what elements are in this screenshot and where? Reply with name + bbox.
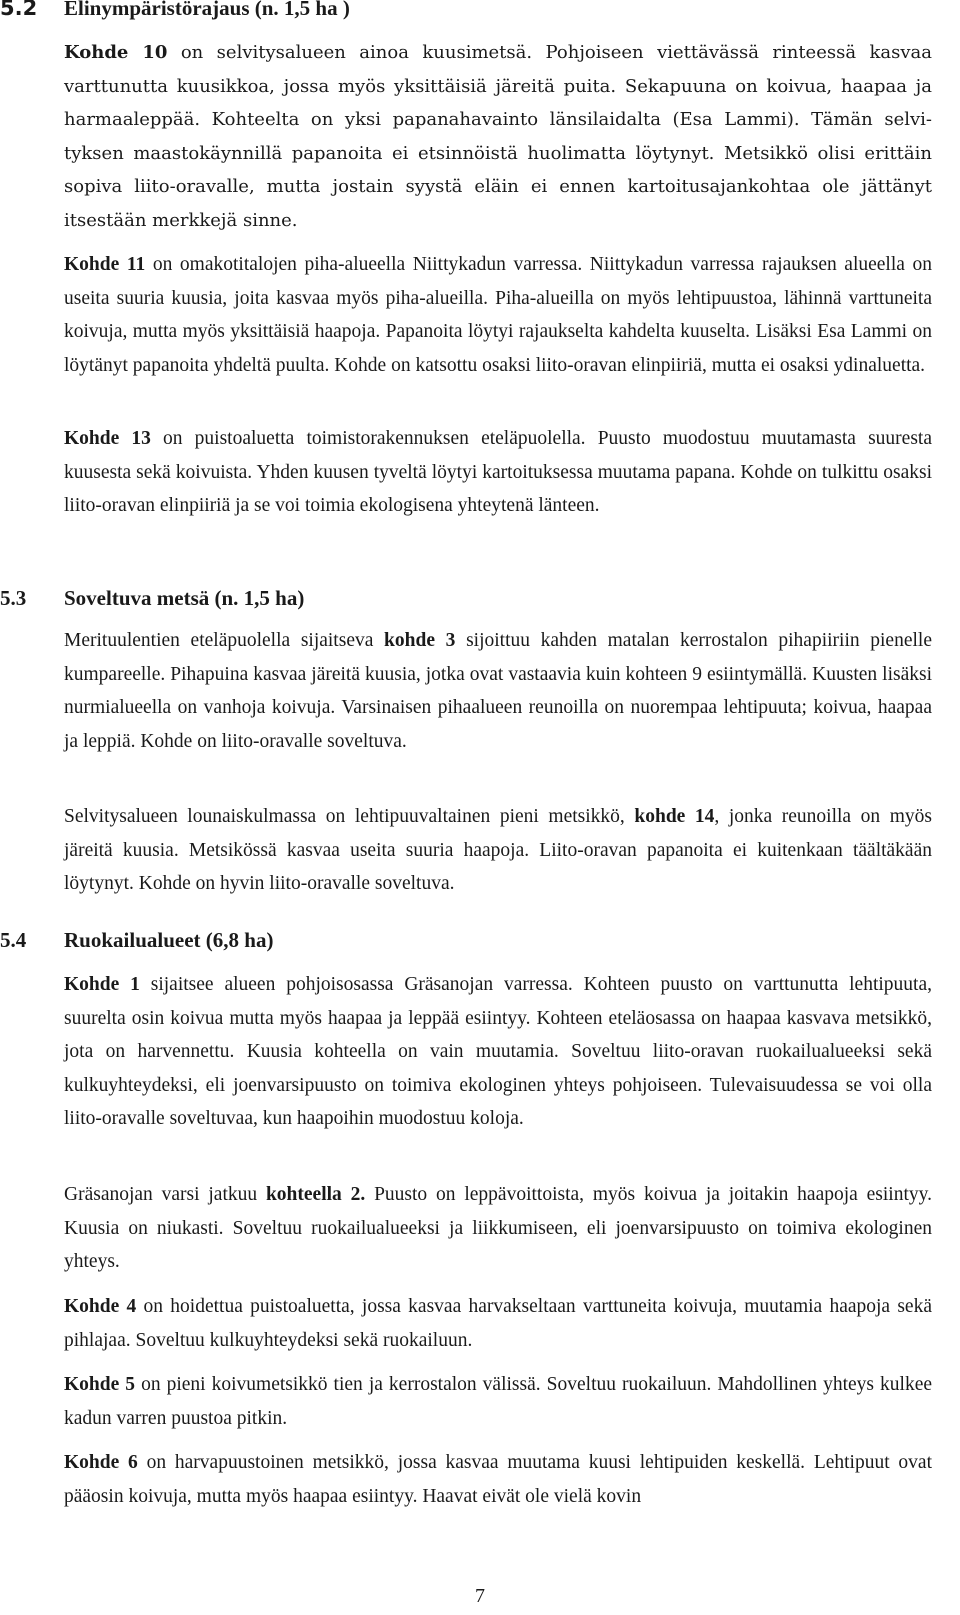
paragraph-text-post: sijoittuu kahden matalan kerrostalon pihapiiriin pienelle kumpareelle. Pihapuina kasvaa järeitä kuusia, jotka ovat vastaavia kuin kohteen 9 esiintymällä. Kuusten lisäksi nurmialueella on vanhoja koivuja. Varsinaisen pihaalueen reunoilla on nuorempaa lehtipuuta; koivua, haapaa ja leppiä. Kohde on liito-oravalle soveltuva.	[64, 630, 932, 752]
section-title: Elinympäristörajaus (n. 1,5 ha )	[64, 0, 350, 20]
paragraph-text: on omakotitalojen piha-alueella Niittykadun varressa. Niittykadun varressa rajauksen alueella on useita suuria kuusia, joita kasvaa myös piha-alueilla. Piha-alueilla on myös lehtipuustoa, lähinnä varttuneita koivuja, mutta myös yksittäisiä haapoja. Papanoita löytyi rajaukselta kahdelta kuuselta. Lisäksi Esa Lammi on löytänyt papanoita yhdeltä puulta. Kohde on katsottu osaksi liito-oravan elinpiiriä, mutta ei osaksi ydinaluetta.	[64, 254, 932, 376]
section-title: Ruokailualueet (6,8 ha)	[64, 928, 274, 952]
paragraph-kohde-11	[64, 248, 932, 382]
section-number: 5.3	[0, 586, 27, 610]
paragraph-bold: kohde 14	[634, 806, 715, 827]
paragraph-text-post: Puusto on leppävoittoista, myös koivua ja joitakin haapoja esiintyy. Kuusia on niukasti. Soveltuu ruokailualueeksi ja liikkumiseen, eli joenvarsipuusto on toimiva ekologinen yhteys.	[64, 1184, 932, 1273]
paragraph-kohde-4	[64, 1290, 932, 1357]
paragraph-lead: Kohde 13	[64, 428, 151, 449]
paragraph-lead: Kohde 4	[64, 1296, 137, 1317]
paragraph-kohde-10	[64, 36, 932, 238]
page-number: 7	[475, 1585, 485, 1607]
paragraph-lead: Kohde 1	[64, 974, 140, 995]
paragraph-lead: Kohde 6	[64, 1452, 138, 1473]
paragraph-kohde-14	[64, 800, 932, 901]
paragraph-lead: Kohde 11	[64, 254, 146, 275]
paragraph-lead: Kohde 10	[64, 42, 168, 63]
paragraph-text: on pieni koivumetsikkö tien ja kerrostalon välissä. Soveltuu ruokailuun. Mahdollinen yhteys kulkee kadun varren puustoa pitkin.	[64, 1374, 933, 1429]
paragraph-text: on puistoaluetta toimistorakennuksen eteläpuolella. Puusto muodostuu muutamasta suuresta kuusesta sekä koivuista. Yhden kuusen tyveltä löytyi kartoituksessa muutama papana. Kohde on tulkittu osaksi liito-oravan elinpiiriä ja se voi toimia ekologisena yhteytenä länteen.	[64, 428, 932, 517]
paragraph-kohde-3	[64, 624, 932, 758]
section-number: 5.4	[0, 928, 27, 952]
paragraph-kohde-6	[64, 1446, 932, 1513]
section-number: 5.2	[0, 0, 38, 20]
paragraph-kohde-1	[64, 968, 932, 1136]
paragraph-text-pre: Merituulentien eteläpuolella sijaitseva	[64, 630, 385, 651]
paragraph-text: sijaitsee alueen pohjoisosassa Gräsanojan varressa. Kohteen puusto on varttunutta lehtipuuta, suurelta osin koivua mutta myös haapaa ja leppää esiintyy. Kohteen eteläosassa on haapaa kasvava metsikkö, jota on harvennettu. Kuusia kohteella on vain muutamia. Soveltuu liito-oravan ruokailualueeksi sekä kulkuyhteydeksi, eli joenvarsipuusto on toimiva ekologinen yhteys pohjoiseen. Tulevaisuudessa se voi olla liito-oravalle soveltuvaa, kun haapoihin muodostuu koloja.	[64, 974, 932, 1130]
paragraph-text-post: , jonka reunoilla on myös järeitä kuusia. Metsikössä kasvaa useita suuria haapoja. Liito-oravan papanoita ei kuitenkaan täältäkään löytynyt. Kohde on hyvin liito-oravalle soveltuva.	[64, 806, 932, 895]
paragraph-lead: Kohde 5	[64, 1374, 136, 1395]
paragraph-text: on hoidettua puistoaluetta, jossa kasvaa harvakseltaan varttuneita koivuja, muutamia haapoja sekä pihlajaa. Soveltuu kulkuyhteydeksi sekä ruokailuun.	[64, 1296, 932, 1351]
paragraph-kohde-2	[64, 1178, 932, 1279]
paragraph-text-pre: Selvitysalueen lounaiskulmassa on lehtipuuvaltainen pieni metsikkö,	[64, 806, 635, 827]
paragraph-bold: kohde 3	[384, 630, 456, 651]
paragraph-kohde-13	[64, 422, 932, 523]
paragraph-text: on harvapuustoinen metsikkö, jossa kasvaa muutama kuusi lehtipuiden keskellä. Lehtipuut ovat pääosin koivuja, mutta myös haapaa esiintyy. Haavat eivät ole vielä kovin	[64, 1452, 933, 1507]
paragraph-kohde-5	[64, 1368, 932, 1435]
paragraph-text-pre: Gräsanojan varsi jatkuu	[64, 1184, 266, 1205]
section-title: Soveltuva metsä (n. 1,5 ha)	[64, 586, 305, 610]
paragraph-text: on selvitysalueen ainoa kuusimetsä. Pohjoiseen viettävässä rinteessä kasvaa varttunutta kuusikkoa, jossa myös yksittäisiä järeitä puita. Sekapuuna on koivua, haapaa ja harmaaleppää. Kohteelta on yksi papanahavainto länsilaidalta (Esa Lammi). Tämän selvityksen maastokäynnillä papanoita ei etsinnöistä huolimatta löytynyt. Metsikkö olisi erittäin sopiva liito-oravalle, mutta jostain syystä eläin ei ennen kartoitusajankohtaa ole jättänyt itsestään merkkejä sinne.	[64, 42, 933, 231]
paragraph-bold: kohteella 2.	[265, 1184, 366, 1205]
